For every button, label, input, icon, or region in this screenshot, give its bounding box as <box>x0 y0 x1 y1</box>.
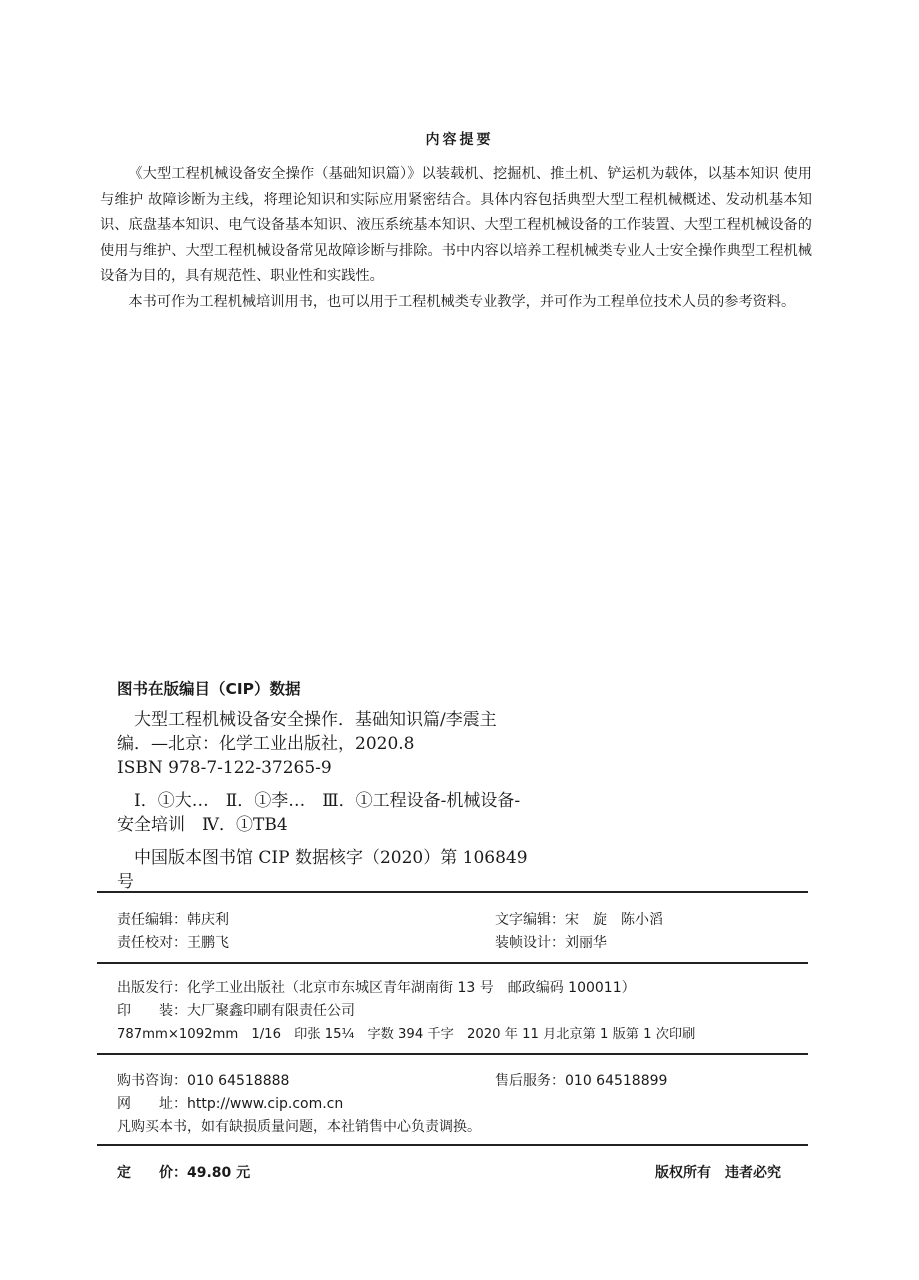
field-value: 宋 旋 陈小滔 <box>565 912 663 928</box>
website <box>117 1093 343 1113</box>
field-label: 文字编辑： <box>495 912 565 928</box>
divider <box>97 962 808 964</box>
divider <box>97 1053 808 1055</box>
field-value: 010 64518888 <box>187 1073 290 1089</box>
cip-catalog-number: 中国版本图书馆 CIP 数据核字（2020）第 106849 号 <box>117 848 528 892</box>
purchase-notice: 凡购买本书，如有缺损质量问题，本社销售中心负责调换。 <box>117 1119 481 1135</box>
cip-line: 安全培训 Ⅳ．①TB4 <box>117 815 288 835</box>
cip-line: 大型工程机械设备安全操作．基础知识篇/李震主 <box>134 710 497 730</box>
field-label: 装帧设计： <box>495 935 565 951</box>
responsible-editor <box>117 909 229 929</box>
price <box>117 1162 250 1182</box>
price-value: 49.80 元 <box>187 1165 251 1181</box>
field-value: 刘丽华 <box>565 935 607 951</box>
printer <box>117 1000 355 1020</box>
divider <box>97 891 808 893</box>
summary-title: 内容提要 <box>425 132 494 148</box>
after-sales-service <box>495 1070 667 1090</box>
cip-line: 编．—北京：化学工业出版社，2020.8 <box>117 734 415 754</box>
field-value: 大厂聚鑫印刷有限责任公司 <box>187 1003 355 1019</box>
field-label: 定 价： <box>117 1165 187 1181</box>
summary-paragraph: 《大型工程机械设备安全操作（基础知识篇）》以装载机、挖掘机、推土机、铲运机为载体，以基本知识 使用与维护 故障诊断为主线，将理论知识和实际应用紧密结合。具体内容包括典型大型工程机械概述、发动机基本知识、底盘基本知识、电气设备基本知识、液压系统基本知识、大型工程机械设备的工作装置、大型工程机械设备的使用与维护、大型工程机械设备常见故障诊断与排除。书中内容以培养工程机械类专业人士安全操作典型工程机械设备为目的，具有规范性、职业性和实践性。 <box>100 166 812 285</box>
cip-main-entry <box>117 708 537 780</box>
field-label: 印 装： <box>117 1003 187 1019</box>
cip-classification <box>117 789 537 837</box>
field-label: 出版发行： <box>117 980 187 996</box>
cip-isbn: ISBN 978-7-122-37265-9 <box>117 758 332 778</box>
field-label: 责任编辑： <box>117 912 187 928</box>
purchase-inquiry <box>117 1070 289 1090</box>
cover-designer <box>495 932 607 952</box>
summary-paragraph: 本书可作为工程机械培训用书，也可以用于工程机械类专业教学，并可作为工程单位技术人员的参考资料。 <box>128 293 796 310</box>
cip-line: Ⅰ．①大… Ⅱ．①李… Ⅲ．①工程设备-机械设备- <box>134 791 521 811</box>
field-value: 010 64518899 <box>565 1073 668 1089</box>
field-value: 化学工业出版社（北京市东城区青年湖南街 13 号 邮政编码 100011） <box>187 980 636 996</box>
field-label: 责任校对： <box>117 935 187 951</box>
text-editor <box>495 909 663 929</box>
print-specs: 787mm×1092mm 1/16 印张 15¼ 字数 394 千字 2020 年 11 月北京第 1 版第 1 次印刷 <box>117 1027 696 1042</box>
field-label: 购书咨询： <box>117 1073 187 1089</box>
field-value: 王鹏飞 <box>187 935 229 951</box>
field-label: 售后服务： <box>495 1073 565 1089</box>
divider <box>97 1144 808 1146</box>
field-label: 网 址： <box>117 1096 187 1112</box>
publisher <box>117 977 636 997</box>
summary-body <box>100 162 812 316</box>
field-value: http://www.cip.com.cn <box>187 1096 344 1112</box>
cip-heading: 图书在版编目（CIP）数据 <box>117 680 301 698</box>
proofreader <box>117 932 229 952</box>
field-value: 韩庆利 <box>187 912 229 928</box>
copyright-notice: 版权所有 违者必究 <box>655 1165 781 1181</box>
